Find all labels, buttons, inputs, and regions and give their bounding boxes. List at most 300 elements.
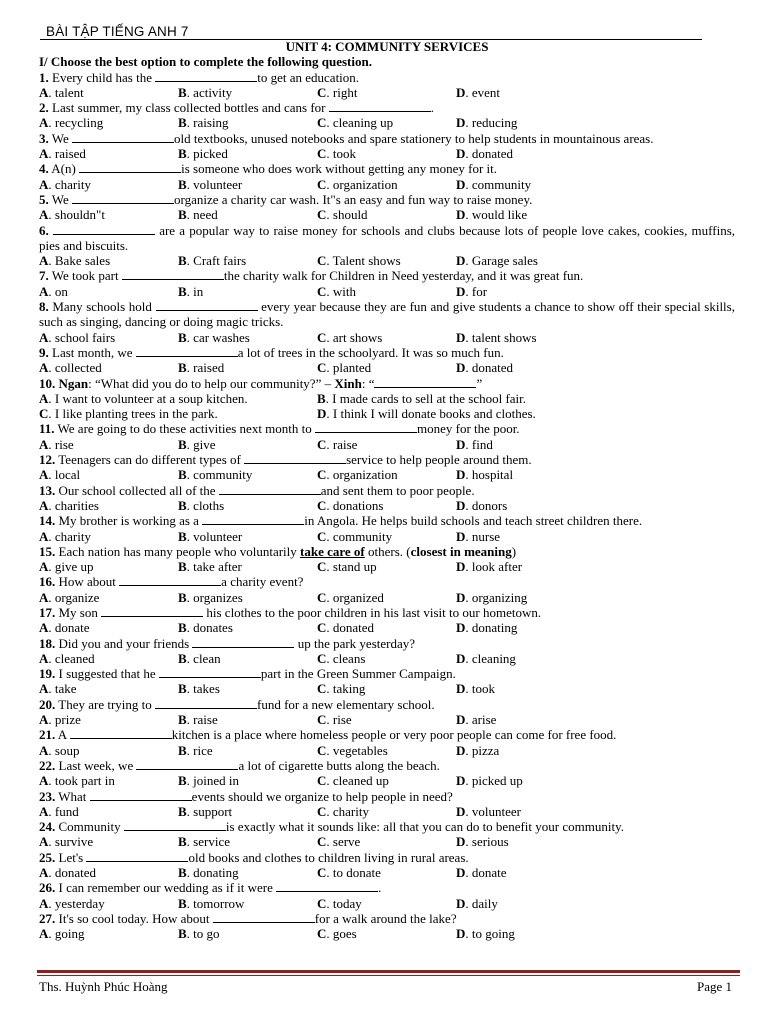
option-letter: A bbox=[39, 329, 49, 345]
option-letter: B bbox=[178, 84, 187, 100]
options-row bbox=[39, 85, 735, 100]
option-text: planted bbox=[332, 360, 372, 376]
option-a[interactable]: A. shouldn"t bbox=[39, 207, 105, 223]
option-d[interactable]: D. volunteer bbox=[456, 803, 521, 819]
option-c[interactable]: C. rise bbox=[317, 712, 352, 728]
option-c[interactable]: C. donations bbox=[317, 497, 384, 513]
option-c[interactable]: C. planted bbox=[317, 360, 372, 376]
option-letter: C bbox=[317, 253, 327, 269]
option-c[interactable]: C. cleaning up bbox=[317, 115, 394, 131]
option-letter: B bbox=[178, 650, 187, 666]
option-a[interactable]: A. Bake sales bbox=[39, 253, 111, 269]
speaker-name: Ngan bbox=[58, 375, 89, 391]
option-letter: C bbox=[317, 620, 327, 636]
option-b[interactable]: B. to go bbox=[178, 926, 220, 942]
option-text: took bbox=[332, 146, 357, 162]
option-text: rise bbox=[332, 712, 352, 728]
question-number: 25. bbox=[39, 849, 56, 865]
option-c[interactable]: C. with bbox=[317, 283, 357, 299]
option-text: took bbox=[471, 681, 496, 697]
question-text: is exactly what it sounds like: all that you can do to benefit your community. bbox=[225, 819, 624, 835]
option-b[interactable]: B. I made cards to sell at the school fair. bbox=[317, 390, 527, 406]
header-title: BÀI TẬP TIẾNG ANH 7 bbox=[46, 24, 189, 39]
option-text: shouldn"t bbox=[54, 207, 105, 223]
question-text: Last week, we bbox=[55, 757, 137, 773]
option-b[interactable]: B. donates bbox=[178, 620, 233, 636]
option-letter: B bbox=[178, 176, 187, 192]
option-b[interactable]: B. take after bbox=[178, 559, 242, 575]
option-text: Craft fairs bbox=[193, 253, 247, 269]
question-number: 15. bbox=[39, 543, 56, 559]
option-a[interactable]: A. prize bbox=[39, 712, 81, 728]
option-letter: D bbox=[456, 436, 466, 452]
option-text: volunteer bbox=[471, 803, 521, 819]
option-a[interactable]: A. donate bbox=[39, 620, 90, 636]
option-a[interactable]: A. going bbox=[39, 926, 85, 942]
answer-blank[interactable] bbox=[329, 100, 431, 112]
option-letter: A bbox=[39, 84, 49, 100]
option-letter: D bbox=[456, 895, 466, 911]
speaker-name: Xinh bbox=[334, 375, 362, 391]
option-d[interactable]: D. daily bbox=[456, 895, 498, 911]
option-text: serious bbox=[471, 834, 509, 850]
option-c[interactable]: C. charity bbox=[317, 803, 369, 819]
option-letter: A bbox=[39, 467, 49, 483]
option-a[interactable]: A. yesterday bbox=[39, 895, 105, 911]
option-text: takes bbox=[193, 681, 220, 697]
question-list-3 bbox=[39, 574, 735, 941]
options-row bbox=[39, 330, 735, 345]
question-number: 21. bbox=[39, 727, 56, 743]
question-text: A bbox=[55, 727, 70, 743]
option-c[interactable]: C. took bbox=[317, 146, 357, 162]
question-text: Last month, we bbox=[48, 344, 136, 360]
option-letter: A bbox=[39, 895, 49, 911]
option-text: take bbox=[54, 681, 77, 697]
question-25 bbox=[39, 850, 735, 865]
option-a[interactable]: A. local bbox=[39, 467, 81, 483]
option-b[interactable]: B. raising bbox=[178, 115, 229, 131]
answer-blank[interactable] bbox=[159, 666, 261, 678]
option-text: survive bbox=[54, 834, 94, 850]
option-d[interactable]: D. to going bbox=[456, 926, 515, 942]
option-letter: A bbox=[39, 528, 49, 544]
option-text: joined in bbox=[193, 773, 240, 789]
option-text: clean bbox=[193, 650, 221, 666]
option-d[interactable]: D. hospital bbox=[456, 467, 514, 483]
answer-blank[interactable] bbox=[219, 483, 321, 495]
option-letter: B bbox=[178, 253, 187, 269]
option-text: support bbox=[193, 803, 233, 819]
option-a[interactable]: A. survive bbox=[39, 834, 94, 850]
option-b[interactable]: B. activity bbox=[178, 84, 233, 100]
option-b[interactable]: B. community bbox=[178, 467, 253, 483]
question-19 bbox=[39, 666, 735, 681]
option-a[interactable]: A. fund bbox=[39, 803, 79, 819]
option-letter: C bbox=[317, 436, 327, 452]
option-letter: A bbox=[39, 803, 49, 819]
answer-blank[interactable] bbox=[101, 605, 203, 617]
option-text: Talent shows bbox=[332, 253, 401, 269]
option-text: school fairs bbox=[54, 329, 116, 345]
option-b[interactable]: B. raised bbox=[178, 360, 225, 376]
option-b[interactable]: B. organizes bbox=[178, 589, 243, 605]
question-number: 13. bbox=[39, 482, 56, 498]
option-a[interactable]: A. soup bbox=[39, 742, 80, 758]
answer-blank[interactable] bbox=[244, 452, 346, 464]
option-text: activity bbox=[193, 84, 233, 100]
answer-blank[interactable] bbox=[70, 727, 172, 739]
option-text: donate bbox=[54, 620, 90, 636]
option-d[interactable]: D. serious bbox=[456, 834, 509, 850]
question-text: Many schools hold bbox=[48, 299, 156, 315]
question-number: 18. bbox=[39, 635, 56, 651]
option-letter: C bbox=[317, 895, 327, 911]
question-7 bbox=[39, 268, 735, 283]
option-a[interactable]: A. took part in bbox=[39, 773, 115, 789]
option-d[interactable]: D. took bbox=[456, 681, 496, 697]
option-d[interactable]: D. donating bbox=[456, 620, 518, 636]
option-letter: D bbox=[456, 528, 466, 544]
question-number: 6. bbox=[39, 222, 49, 238]
option-text: right bbox=[332, 84, 358, 100]
question-text: . bbox=[378, 880, 382, 896]
option-d[interactable]: D. donated bbox=[456, 146, 514, 162]
option-text: donations bbox=[332, 497, 384, 513]
option-letter: C bbox=[317, 681, 327, 697]
option-c[interactable]: C. to donate bbox=[317, 865, 381, 881]
option-text: cleaning bbox=[471, 650, 516, 666]
option-text: charity bbox=[54, 176, 91, 192]
option-b[interactable]: B. rice bbox=[178, 742, 213, 758]
option-letter: C bbox=[317, 803, 327, 819]
option-letter: C bbox=[317, 283, 327, 299]
option-a[interactable]: A. rise bbox=[39, 436, 74, 452]
option-a[interactable]: A. raised bbox=[39, 146, 86, 162]
answer-blank[interactable] bbox=[72, 192, 174, 204]
option-d[interactable]: D. for bbox=[456, 283, 488, 299]
question-3 bbox=[39, 131, 735, 146]
option-a[interactable]: A. school fairs bbox=[39, 329, 116, 345]
option-d[interactable]: D. look after bbox=[456, 559, 523, 575]
option-text: raise bbox=[193, 712, 218, 728]
question-number: 22. bbox=[39, 757, 56, 773]
option-d[interactable]: D. community bbox=[456, 176, 532, 192]
option-letter: C bbox=[317, 176, 327, 192]
option-letter: D bbox=[456, 712, 466, 728]
option-text: soup bbox=[54, 742, 80, 758]
answer-blank[interactable] bbox=[72, 131, 174, 143]
option-b[interactable]: B. raise bbox=[178, 712, 218, 728]
question-5 bbox=[39, 192, 735, 207]
option-d[interactable]: D. pizza bbox=[456, 742, 500, 758]
option-text: volunteer bbox=[193, 176, 243, 192]
question-number: 1. bbox=[39, 69, 49, 85]
answer-blank[interactable] bbox=[136, 345, 238, 357]
option-text: donors bbox=[471, 497, 508, 513]
option-c[interactable]: C. serve bbox=[317, 834, 361, 850]
question-number: 16. bbox=[39, 574, 56, 590]
option-letter: D bbox=[456, 681, 466, 697]
option-text: raising bbox=[193, 115, 229, 131]
option-text: reducing bbox=[471, 115, 518, 131]
option-text: for bbox=[471, 283, 488, 299]
option-letter: C bbox=[317, 742, 327, 758]
question-text: the charity walk for Children in Need yesterday, and it was great fun. bbox=[223, 268, 584, 284]
question-number: 27. bbox=[39, 910, 56, 926]
option-letter: A bbox=[39, 712, 49, 728]
question-20 bbox=[39, 697, 735, 712]
answer-blank[interactable] bbox=[192, 636, 294, 648]
option-text: donating bbox=[471, 620, 518, 636]
option-letter: A bbox=[39, 497, 49, 513]
option-letter: D bbox=[456, 742, 466, 758]
option-d[interactable]: D. talent shows bbox=[456, 329, 537, 345]
option-a[interactable]: A. charities bbox=[39, 497, 99, 513]
option-b[interactable]: B. Craft fairs bbox=[178, 253, 247, 269]
answer-blank[interactable] bbox=[155, 70, 257, 82]
option-text: nurse bbox=[471, 528, 501, 544]
option-text: arise bbox=[471, 712, 497, 728]
option-d[interactable]: D. donate bbox=[456, 865, 507, 881]
option-c[interactable]: C. stand up bbox=[317, 559, 377, 575]
question-text: My brother is working as a bbox=[55, 513, 203, 529]
option-text: donated bbox=[54, 865, 97, 881]
option-a[interactable]: A. cleaned bbox=[39, 650, 95, 666]
option-letter: A bbox=[39, 207, 49, 223]
option-d[interactable]: D. event bbox=[456, 84, 501, 100]
option-d[interactable]: D. organizing bbox=[456, 589, 528, 605]
option-a[interactable]: A. charity bbox=[39, 176, 91, 192]
question-text: My son bbox=[55, 604, 102, 620]
option-c[interactable]: C. organized bbox=[317, 589, 384, 605]
option-letter: A bbox=[39, 773, 49, 789]
question-18 bbox=[39, 636, 735, 651]
option-a[interactable]: A. organize bbox=[39, 589, 100, 605]
option-text: give bbox=[193, 436, 216, 452]
underlined-phrase: take care of bbox=[300, 543, 365, 559]
option-text: cleaned bbox=[54, 650, 95, 666]
option-letter: B bbox=[178, 467, 187, 483]
option-letter: C bbox=[317, 115, 327, 131]
option-b[interactable]: B. clean bbox=[178, 650, 221, 666]
option-c[interactable]: C. organization bbox=[317, 176, 398, 192]
option-b[interactable]: B. support bbox=[178, 803, 233, 819]
option-c[interactable]: C. cleaned up bbox=[317, 773, 389, 789]
answer-blank[interactable] bbox=[202, 513, 304, 525]
option-d[interactable]: D. would like bbox=[456, 207, 528, 223]
option-c[interactable]: C. art shows bbox=[317, 329, 383, 345]
option-text: organizes bbox=[193, 589, 243, 605]
option-c[interactable]: C. community bbox=[317, 528, 393, 544]
option-letter: D bbox=[456, 865, 466, 881]
option-a[interactable]: A. recycling bbox=[39, 115, 104, 131]
option-text: Garage sales bbox=[471, 253, 538, 269]
option-d[interactable]: D. cleaning bbox=[456, 650, 516, 666]
options-row bbox=[39, 896, 735, 911]
option-text: picked bbox=[193, 146, 228, 162]
option-letter: B bbox=[178, 620, 187, 636]
question-text: We bbox=[48, 191, 73, 207]
option-d[interactable]: D. find bbox=[456, 436, 493, 452]
option-b[interactable]: B. car washes bbox=[178, 329, 250, 345]
question-2 bbox=[39, 100, 735, 115]
dialogue-text: : “What did you do to help our community?” – bbox=[88, 375, 335, 391]
question-text: organize a charity car wash. It"s an easy and fun way to raise money. bbox=[174, 191, 533, 207]
question-21 bbox=[39, 727, 735, 742]
question-text: events should we organize to help people in need? bbox=[191, 788, 453, 804]
answer-blank[interactable] bbox=[86, 850, 188, 862]
answer-blank[interactable] bbox=[213, 911, 315, 923]
options-row bbox=[39, 207, 735, 222]
options-row bbox=[39, 391, 735, 406]
option-b[interactable]: B. picked bbox=[178, 146, 228, 162]
options-row bbox=[39, 177, 735, 192]
option-letter: D bbox=[456, 283, 466, 299]
option-text: charity bbox=[54, 528, 91, 544]
option-b[interactable]: B. volunteer bbox=[178, 176, 243, 192]
option-a[interactable]: A. talent bbox=[39, 84, 84, 100]
answer-blank[interactable] bbox=[122, 268, 224, 280]
option-b[interactable]: B. takes bbox=[178, 681, 220, 697]
option-d[interactable]: D. arise bbox=[456, 712, 497, 728]
option-letter: D bbox=[456, 84, 466, 100]
question-number: 9. bbox=[39, 344, 49, 360]
option-b[interactable]: B. service bbox=[178, 834, 230, 850]
option-c[interactable]: C. organization bbox=[317, 467, 398, 483]
answer-blank[interactable] bbox=[124, 819, 226, 831]
answer-blank[interactable] bbox=[90, 789, 192, 801]
option-letter: C bbox=[317, 467, 327, 483]
question-8 bbox=[39, 299, 735, 330]
option-text: today bbox=[332, 895, 362, 911]
option-letter: D bbox=[456, 360, 466, 376]
answer-blank[interactable] bbox=[156, 299, 258, 311]
option-a[interactable]: A. on bbox=[39, 283, 68, 299]
question-text: I suggested that he bbox=[55, 666, 159, 682]
option-a[interactable]: A. donated bbox=[39, 865, 97, 881]
option-text: community bbox=[332, 528, 393, 544]
option-a[interactable]: A. charity bbox=[39, 528, 91, 544]
options-row bbox=[39, 681, 735, 696]
answer-blank[interactable] bbox=[276, 880, 378, 892]
option-c[interactable]: C. taking bbox=[317, 681, 366, 697]
option-c[interactable]: C. today bbox=[317, 895, 362, 911]
footer-rule-thin bbox=[37, 975, 740, 976]
answer-blank[interactable] bbox=[53, 223, 155, 235]
answer-blank[interactable] bbox=[315, 421, 417, 433]
option-b[interactable]: B. need bbox=[178, 207, 218, 223]
option-letter: A bbox=[39, 650, 49, 666]
option-b[interactable]: B. donating bbox=[178, 865, 239, 881]
dialogue-text: : “ bbox=[361, 375, 375, 391]
question-text: I can remember our wedding as if it were bbox=[55, 880, 277, 896]
option-a[interactable]: A. give up bbox=[39, 559, 94, 575]
option-text: community bbox=[193, 467, 253, 483]
option-a[interactable]: A. take bbox=[39, 681, 77, 697]
question-23 bbox=[39, 789, 735, 804]
options-row bbox=[39, 620, 735, 635]
option-d[interactable]: D. reducing bbox=[456, 115, 518, 131]
options-row bbox=[39, 926, 735, 941]
question-text: We are going to do these activities next month to bbox=[54, 421, 316, 437]
option-text: charities bbox=[54, 497, 99, 513]
option-d[interactable]: D. I think I will donate books and clothes. bbox=[317, 406, 536, 422]
option-c[interactable]: C. raise bbox=[317, 436, 358, 452]
option-letter: A bbox=[39, 834, 49, 850]
option-text: in bbox=[193, 283, 204, 299]
option-letter: D bbox=[456, 589, 466, 605]
option-letter: B bbox=[178, 712, 187, 728]
question-text: fund for a new elementary school. bbox=[257, 696, 435, 712]
option-text: rice bbox=[193, 742, 213, 758]
answer-blank[interactable] bbox=[136, 758, 238, 770]
option-b[interactable]: B. in bbox=[178, 283, 204, 299]
option-c[interactable]: C. should bbox=[317, 207, 368, 223]
option-d[interactable]: D. nurse bbox=[456, 528, 501, 544]
option-a[interactable]: A. collected bbox=[39, 360, 102, 376]
options-row bbox=[39, 651, 735, 666]
option-letter: D bbox=[456, 650, 466, 666]
answer-blank[interactable] bbox=[155, 697, 257, 709]
question-14 bbox=[39, 513, 735, 528]
option-c[interactable]: C. donated bbox=[317, 620, 375, 636]
option-b[interactable]: B. cloths bbox=[178, 497, 225, 513]
option-d[interactable]: D. picked up bbox=[456, 773, 523, 789]
option-text: collected bbox=[54, 360, 102, 376]
option-text: cleaning up bbox=[332, 115, 394, 131]
question-number: 4. bbox=[39, 161, 49, 177]
option-text: organization bbox=[332, 176, 398, 192]
question-number: 24. bbox=[39, 819, 56, 835]
option-text: raised bbox=[193, 360, 225, 376]
option-c[interactable]: C. I like planting trees in the park. bbox=[39, 406, 218, 422]
question-text: kitchen is a place where homeless people or very poor people can come for free food. bbox=[171, 727, 617, 743]
question-text: We took part bbox=[48, 268, 122, 284]
option-b[interactable]: B. volunteer bbox=[178, 528, 243, 544]
option-c[interactable]: C. goes bbox=[317, 926, 357, 942]
answer-blank[interactable] bbox=[119, 574, 221, 586]
option-c[interactable]: C. Talent shows bbox=[317, 253, 401, 269]
option-text: community bbox=[471, 176, 532, 192]
option-d[interactable]: D. donors bbox=[456, 497, 508, 513]
option-b[interactable]: B. joined in bbox=[178, 773, 240, 789]
question-text: money for the poor. bbox=[417, 421, 520, 437]
option-c[interactable]: C. right bbox=[317, 84, 358, 100]
option-text: raised bbox=[54, 146, 86, 162]
answer-blank[interactable] bbox=[79, 161, 181, 173]
question-text: and sent them to poor people. bbox=[320, 482, 475, 498]
options-row bbox=[39, 773, 735, 788]
option-d[interactable]: D. donated bbox=[456, 360, 514, 376]
question-26 bbox=[39, 880, 735, 895]
option-text: picked up bbox=[471, 773, 523, 789]
option-b[interactable]: B. tomorrow bbox=[178, 895, 245, 911]
option-c[interactable]: C. cleans bbox=[317, 650, 366, 666]
option-d[interactable]: D. Garage sales bbox=[456, 253, 538, 269]
answer-blank[interactable] bbox=[374, 376, 476, 388]
option-text: rise bbox=[54, 436, 74, 452]
option-b[interactable]: B. give bbox=[178, 436, 216, 452]
question-text: How about bbox=[55, 574, 120, 590]
question-text: up the park yesterday? bbox=[294, 635, 416, 651]
option-c[interactable]: C. vegetables bbox=[317, 742, 388, 758]
unit-title: UNIT 4: COMMUNITY SERVICES bbox=[285, 39, 489, 54]
option-text: charity bbox=[332, 803, 369, 819]
option-a[interactable]: A. I want to volunteer at a soup kitchen. bbox=[39, 390, 248, 406]
option-text: service bbox=[193, 834, 230, 850]
question-text: We bbox=[48, 130, 73, 146]
